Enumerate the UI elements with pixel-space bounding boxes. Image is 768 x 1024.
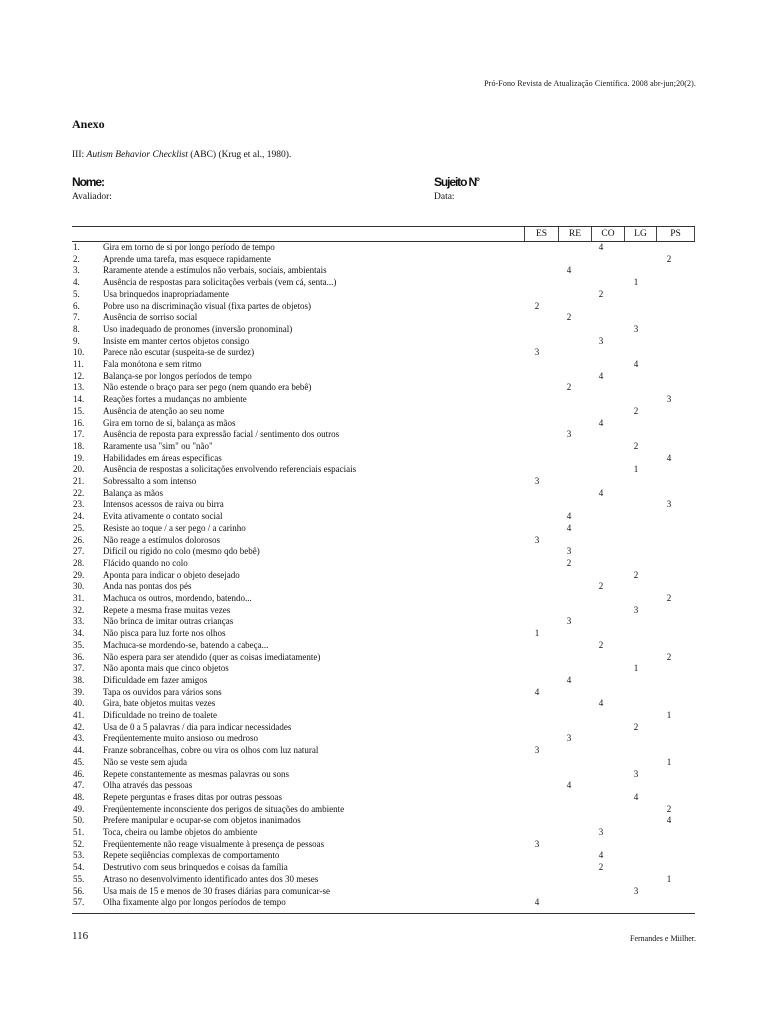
checklist-row [72,464,695,476]
item-description: Repete constantemente as mesmas palavras ou sons [103,768,289,779]
item-score-es: 4 [534,897,540,908]
item-score-ps: 4 [666,815,672,826]
checklist-row [72,581,695,593]
item-description: Reações fortes a mudanças no ambiente [103,394,247,405]
item-description: Freqüentemente inconsciente dos perigos de situações do ambiente [103,803,345,814]
subject-label-superscript: o [476,177,480,183]
item-number: 1. [73,242,80,252]
item-description: Pobre uso na discriminação visual (fixa partes de objetos) [103,300,311,311]
instrument-citation [72,150,291,160]
checklist-row [72,792,695,804]
item-number: 13. [73,382,85,393]
checklist-row [72,628,695,640]
checklist-row [72,827,695,839]
item-score-co: 4 [598,850,604,861]
item-score-co: 2 [598,288,604,299]
item-description: Tapa os ouvidos para vários sons [103,686,222,697]
item-description: Não brinca de imitar outras crianças [103,616,234,627]
item-description: Gira em torno de si, balança as mãos [103,417,236,428]
item-score-co: 4 [598,242,604,252]
item-number: 11. [73,359,84,369]
item-number: 2. [73,253,80,264]
item-score-ps: 4 [666,452,672,463]
item-score-re: 4 [566,674,572,685]
item-score-re: 4 [566,780,572,791]
item-score-co: 4 [598,417,604,428]
checklist-row [72,499,695,511]
checklist-row [72,769,695,781]
checklist-row [72,312,695,324]
item-description: Não aponta mais que cinco objetos [103,663,229,674]
item-score-es: 4 [534,686,540,697]
item-score-re: 3 [566,733,572,744]
item-score-re: 2 [566,557,572,568]
checklist-row [72,874,695,886]
item-score-re: 4 [566,511,572,522]
item-number: 4. [73,277,80,288]
item-number: 15. [73,405,85,416]
item-number: 40. [73,698,85,709]
item-number: 57. [73,897,85,908]
item-description: Ausência de atenção ao seu nome [103,405,225,416]
item-description: Difícil ou rígido no colo (mesmo qdo bebê) [103,546,260,557]
checklist-row [72,476,695,488]
item-description: Usa mais de 15 e menos de 30 frases diárias para comunicar-se [103,885,330,896]
item-description: Prefere manipular e ocupar-se com objetos inanimados [103,815,301,826]
checklist-row [72,336,695,348]
page-number: 116 [72,930,89,942]
item-number: 5. [73,288,80,299]
item-description: Balança-se por longos períodos de tempo [103,370,252,381]
item-score-lg: 3 [633,323,639,334]
item-score-co: 4 [598,370,604,381]
item-score-es: 3 [534,745,540,756]
column-header-es: ES [524,227,558,241]
checklist-row [72,570,695,582]
checklist-row [72,605,695,617]
item-number: 14. [73,394,85,405]
item-description: Anda nas pontas dos pés [103,581,192,592]
item-score-ps: 3 [666,394,672,405]
item-score-lg: 4 [633,791,639,802]
checklist-row [72,745,695,757]
item-number: 24. [73,511,85,522]
abc-checklist-table [72,226,695,914]
evaluator-label: Avaliador: [72,192,112,202]
item-number: 9. [73,335,80,346]
item-number: 44. [73,745,85,756]
item-number: 50. [73,815,85,826]
item-score-lg: 2 [633,569,639,580]
item-score-es: 2 [534,300,540,311]
item-number: 12. [73,370,85,381]
item-number: 7. [73,312,80,323]
checklist-row [72,687,695,699]
item-description: Franze sobrancelhas, cobre ou vira os olhos com luz natural [103,745,319,756]
item-score-co: 2 [598,639,604,650]
item-score-lg: 3 [633,768,639,779]
item-description: Flácido quando no colo [103,557,188,568]
item-description: Não pisca para luz forte nos olhos [103,628,226,639]
item-description: Gira, bate objetos muitas vezes [103,698,216,709]
name-label: Nome: [72,175,104,189]
item-number: 27. [73,546,85,557]
item-score-lg: 3 [633,885,639,896]
item-description: Usa de 0 a 5 palavras / dia para indicar necessidades [103,721,292,732]
item-number: 49. [73,803,85,814]
checklist-row [72,347,695,359]
checklist-row [72,675,695,687]
checklist-row [72,815,695,827]
item-number: 36. [73,651,85,662]
item-number: 34. [73,628,85,639]
checklist-row [72,780,695,792]
checklist-row [72,324,695,336]
item-number: 30. [73,581,85,592]
item-score-lg: 1 [633,663,639,674]
checklist-row [72,265,695,277]
item-number: 22. [73,487,85,498]
item-description: Repete a mesma frase muitas vezes [103,604,231,615]
item-score-re: 2 [566,312,572,323]
item-description: Uso inadequado de pronomes (inversão pronominal) [103,323,293,334]
item-description: Destrutivo com seus brinquedos e coisas da família [103,862,288,873]
checklist-row [72,441,695,453]
checklist-row [72,640,695,652]
item-number: 51. [73,827,85,837]
item-number: 31. [73,593,85,603]
item-description: Ausência de sorriso social [103,312,198,323]
checklist-row [72,429,695,441]
checklist-row [72,371,695,383]
item-score-co: 2 [598,862,604,873]
item-number: 46. [73,768,85,779]
item-number: 53. [73,850,85,861]
item-number: 45. [73,756,85,767]
item-score-lg: 2 [633,721,639,732]
column-header-re: RE [558,227,591,241]
item-score-ps: 3 [666,499,672,510]
item-score-lg: 1 [633,277,639,288]
item-description: Aponta para indicar o objeto desejado [103,569,240,580]
checklist-row [72,511,695,523]
column-header-row [72,227,695,241]
item-description: Ausência de respostas a solicitações envolvendo referenciais espaciais [103,464,357,475]
checklist-row [72,277,695,289]
item-description: Machuca-se mordendo-se, batendo a cabeça... [103,639,269,650]
checklist-row [72,359,695,371]
item-description: Olha através das pessoas [103,780,193,791]
item-number: 25. [73,522,85,533]
item-description: Resiste ao toque / a ser pego / a carinho [103,522,246,533]
checklist-row [72,488,695,500]
item-number: 33. [73,616,85,627]
checklist-row [72,382,695,394]
subject-label-text: Sujeito N [434,175,477,189]
item-description: Usa brinquedos inapropriadamente [103,288,229,299]
item-number: 3. [73,265,80,276]
item-description: Dificuldade em fazer amigos [103,674,208,685]
item-score-es: 3 [534,347,540,358]
item-description: Ausência de reposta para expressão facial / sentimento dos outros [103,429,340,440]
item-description: Ausência de respostas para solicitações verbais (vem cá, senta...) [103,277,337,288]
item-description: Raramente atende a estímulos não verbais, sociais, ambientais [103,265,327,276]
item-score-ps: 2 [666,253,672,264]
checklist-row [72,394,695,406]
item-number: 56. [73,885,85,896]
running-head: Pró-Fono Revista de Atualização Científica. 2008 abr-jun;20(2). [484,79,696,88]
item-number: 35. [73,639,85,650]
item-description: Habilidades em áreas específicas [103,452,222,463]
item-score-co: 3 [598,827,604,837]
item-number: 6. [73,300,80,311]
instrument-title: Autism Behavior Checklist [86,150,188,160]
checklist-row [72,710,695,722]
item-score-es: 1 [534,628,540,639]
item-score-lg: 2 [633,405,639,416]
citation-suffix: (ABC) (Krug et al., 1980). [187,150,292,160]
item-score-re: 3 [566,616,572,627]
checklist-row [72,850,695,862]
item-description: Evita ativamente o contato social [103,511,223,522]
item-score-ps: 1 [666,756,672,767]
item-number: 43. [73,733,85,744]
item-number: 20. [73,464,85,475]
item-score-ps: 1 [666,873,672,884]
item-description: Atraso no desenvolvimento identificado antes dos 30 meses [103,873,319,884]
checklist-row [72,804,695,816]
item-score-re: 2 [566,382,572,393]
checklist-row [72,558,695,570]
item-score-co: 2 [598,581,604,592]
item-description: Fala monótona e sem ritmo [103,359,202,369]
item-description: Olha fixamente algo por longos períodos de tempo [103,897,286,908]
checklist-row [72,254,695,266]
item-description: Sobressalto a som intenso [103,476,197,486]
item-score-lg: 4 [633,359,639,369]
author-credit: Fernandes e Miilher. [630,934,696,943]
item-score-lg: 3 [633,604,639,615]
item-description: Gira em torno de si por longo período de tempo [103,242,275,252]
citation-prefix: III: [72,150,87,160]
item-description: Repete perguntas e frases ditas por outras pessoas [103,791,283,802]
checklist-row [72,733,695,745]
item-number: 47. [73,780,85,791]
item-description: Balança as mãos [103,487,163,498]
item-score-re: 3 [566,429,572,440]
checklist-row [72,242,695,254]
item-score-co: 3 [598,335,604,346]
checklist-row [72,453,695,465]
item-description: Não estende o braço para ser pego (nem quando era bebê) [103,382,312,393]
item-number: 26. [73,534,85,545]
item-number: 54. [73,862,85,873]
checklist-row [72,886,695,898]
checklist-row [72,593,695,605]
checklist-row [72,616,695,628]
item-description: Parece não escutar (suspeita-se de surdez) [103,347,255,358]
checklist-row [72,698,695,710]
item-description: Não reage a estímulos dolorosos [103,534,220,545]
item-score-co: 4 [598,487,604,498]
item-number: 10. [73,347,85,358]
checklist-row [72,652,695,664]
item-score-lg: 2 [633,440,639,451]
checklist-row [72,897,695,909]
checklist-row [72,301,695,313]
section-title: Anexo [72,117,105,131]
item-score-es: 3 [534,476,540,486]
item-description: Aprende uma tarefa, mas esquece rapidamente [103,253,271,264]
item-description: Intensos acessos de raiva ou birra [103,499,224,510]
item-description: Freqüentemente não reage visualmente à presença de pessoas [103,838,325,849]
item-number: 52. [73,838,85,849]
item-score-re: 3 [566,546,572,557]
item-number: 17. [73,429,85,440]
item-description: Repete seqüências complexas de comportamento [103,850,280,861]
date-label: Data: [434,192,455,202]
item-number: 21. [73,476,85,486]
item-score-re: 4 [566,522,572,533]
item-description: Machuca os outros, mordendo, batendo... [103,593,252,603]
checklist-row [72,862,695,874]
item-number: 19. [73,452,85,463]
item-description: Raramente usa "sim" ou "não" [103,440,213,451]
checklist-row [72,839,695,851]
item-number: 38. [73,674,85,685]
item-number: 28. [73,557,85,568]
item-description: Freqüentemente muito ansioso ou medroso [103,733,258,744]
checklist-row [72,289,695,301]
item-number: 32. [73,604,85,615]
item-description: Não se veste sem ajuda [103,756,187,767]
item-number: 42. [73,721,85,732]
checklist-row [72,523,695,535]
checklist-row [72,418,695,430]
checklist-row [72,722,695,734]
item-score-es: 3 [534,534,540,545]
checklist-row [72,757,695,769]
item-number: 37. [73,663,85,674]
item-number: 16. [73,417,85,428]
checklist-row [72,663,695,675]
item-score-ps: 2 [666,803,672,814]
item-number: 41. [73,710,85,720]
item-score-co: 4 [598,698,604,709]
item-score-re: 4 [566,265,572,276]
item-score-ps: 2 [666,593,672,603]
checklist-row [72,546,695,558]
item-number: 18. [73,440,85,451]
item-score-ps: 1 [666,710,672,720]
subject-number-label [434,175,480,189]
item-description: Insiste em manter certos objetos consigo [103,335,250,346]
checklist-row [72,406,695,418]
column-header-ps: PS [656,227,695,241]
item-number: 55. [73,873,85,884]
item-description: Toca, cheira ou lambe objetos do ambiente [103,827,258,837]
item-score-lg: 1 [633,464,639,475]
column-header-lg: LG [624,227,656,241]
item-description: Não espera para ser atendido (quer as coisas imediatamente) [103,651,321,662]
item-number: 48. [73,791,85,802]
item-score-ps: 2 [666,651,672,662]
item-number: 8. [73,323,80,334]
item-number: 39. [73,686,85,697]
checklist-row [72,535,695,547]
item-number: 23. [73,499,85,510]
item-number: 29. [73,569,85,580]
column-header-co: CO [591,227,624,241]
item-score-es: 3 [534,838,540,849]
item-description: Dificuldade no treino de toalete [103,710,217,720]
